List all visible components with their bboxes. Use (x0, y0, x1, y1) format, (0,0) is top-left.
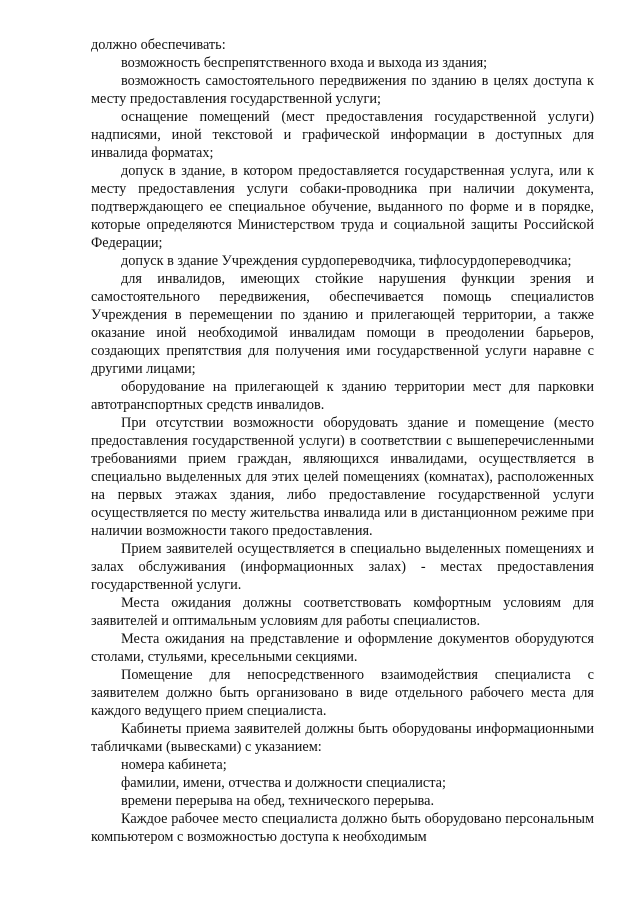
paragraph-3: оснащение помещений (мест предоставления государственной услуги) надписями, иной текстовой и графической информации в доступных для инвалида форматах; (91, 109, 594, 161)
paragraph-8: При отсутствии возможности оборудовать здание и помещение (место предоставления государственной услуги) в соответствии с вышеперечисленными требованиями прием граждан, являющихся инвалидами, осуществляется в специально выделенных для этих целей помещениях (комнатах), расположенных на первых этажах здания, либо предоставление государственной услуги осуществляется по месту жительства инвалида или в дистанционном режиме при наличии возможности такого предоставления. (91, 415, 594, 539)
paragraph-10: Места ожидания должны соответствовать комфортным условиям для заявителей и оптимальным условиям для работы специалистов. (91, 595, 594, 629)
paragraph-1: возможность беспрепятственного входа и выхода из здания; (121, 55, 488, 71)
paragraph-5: допуск в здание Учреждения сурдопереводчика, тифлосурдопереводчика; (121, 253, 572, 269)
paragraph-7: оборудование на прилегающей к зданию территории мест для парковки автотранспортных средств инвалидов. (91, 379, 594, 413)
paragraph-6: для инвалидов, имеющих стойкие нарушения функции зрения и самостоятельного передвижения, обеспечивается помощь специалистов Учреждения в перемещении по зданию и прилегающей территории, а также оказание иной необходимой инвалидам помощи в преодолении барьеров, создающих препятствия для получения ими государственной услуги наравне с другими лицами; (91, 271, 594, 377)
paragraph-9: Прием заявителей осуществляется в специально выделенных помещениях и залах обслуживания (информационных залах) - местах предоставления государственной услуги. (91, 541, 594, 593)
paragraph-13: Кабинеты приема заявителей должны быть оборудованы информационными табличками (вывесками) с указанием: (91, 721, 594, 755)
paragraph-0: должно обеспечивать: (91, 37, 226, 53)
paragraph-12: Помещение для непосредственного взаимодействия специалиста с заявителем должно быть организовано в виде отдельного рабочего места для каждого ведущего прием специалиста. (91, 667, 594, 719)
paragraph-15: фамилии, имени, отчества и должности специалиста; (121, 775, 446, 791)
paragraph-4: допуск в здание, в котором предоставляется государственная услуга, или к месту предоставления услуги собаки-проводника при наличии документа, подтверждающего ее специальное обучение, выданного по форме и в порядке, которые определяются Министерством труда и социальной защиты Российской Федерации; (91, 163, 594, 251)
paragraph-16: времени перерыва на обед, технического перерыва. (121, 793, 435, 809)
paragraph-2: возможность самостоятельного передвижения по зданию в целях доступа к месту предоставления государственной услуги; (91, 73, 594, 107)
paragraph-11: Места ожидания на представление и оформление документов оборудуются столами, стульями, кресельными секциями. (91, 631, 594, 665)
paragraph-17: Каждое рабочее место специалиста должно быть оборудовано персональным компьютером с возможностью доступа к необходимым (91, 811, 594, 845)
paragraph-14: номера кабинета; (121, 757, 227, 773)
